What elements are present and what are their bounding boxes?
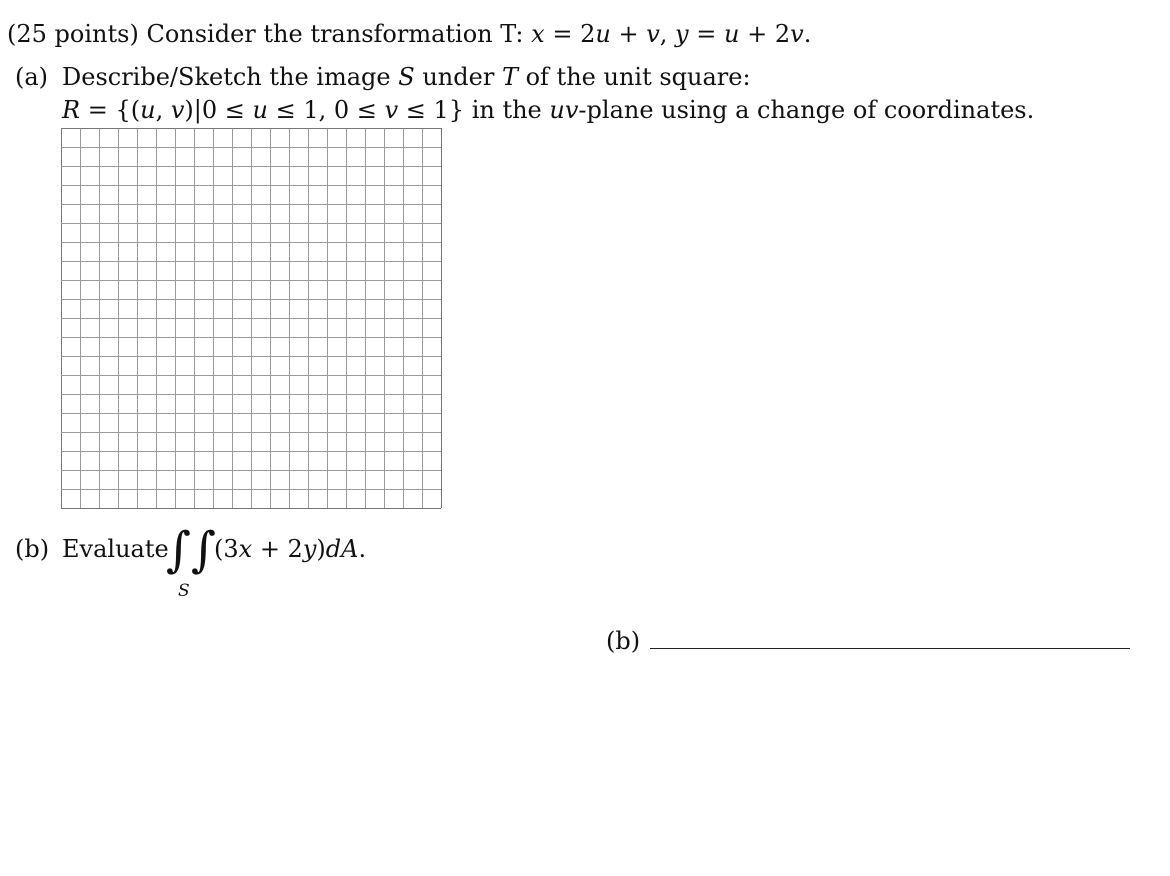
region-definition bbox=[62, 95, 1034, 125]
region-subscript: S bbox=[178, 581, 190, 601]
var-u: u bbox=[595, 20, 611, 48]
coef: 2 bbox=[580, 20, 596, 48]
var-u: u bbox=[252, 96, 268, 124]
part-a-prompt bbox=[62, 62, 751, 92]
sketch-grid[interactable] bbox=[61, 128, 441, 508]
coef: 2 bbox=[774, 20, 791, 48]
integral-sign: ∫∫ bbox=[166, 522, 217, 578]
var-x: x bbox=[531, 20, 545, 48]
var-v: v bbox=[384, 96, 399, 124]
integrand-text: + 2 bbox=[252, 535, 303, 563]
problem-header bbox=[7, 19, 811, 49]
comma: , bbox=[155, 96, 164, 124]
var-v: v bbox=[646, 20, 660, 48]
answer-label-b: (b) bbox=[606, 627, 641, 655]
comma: , bbox=[659, 20, 668, 48]
plus-sign: + bbox=[618, 20, 639, 48]
differential-dA: dA bbox=[325, 535, 359, 563]
integrand-text: ) bbox=[316, 535, 326, 563]
problem-intro: Consider the transformation T: bbox=[146, 20, 524, 48]
period: . bbox=[358, 535, 367, 563]
set-brace: ≤ 1} bbox=[405, 96, 465, 124]
points-label: (25 points) bbox=[7, 20, 139, 48]
prompt-text: in the bbox=[471, 96, 542, 124]
part-b-prompt: Evaluate bbox=[62, 535, 169, 563]
part-b-label: (b) bbox=[15, 535, 50, 563]
var-y: y bbox=[675, 20, 689, 48]
integrand bbox=[214, 534, 366, 564]
var-v: v bbox=[790, 20, 804, 48]
var-T: T bbox=[501, 63, 518, 91]
var-u: u bbox=[724, 20, 740, 48]
var-u: u bbox=[140, 96, 156, 124]
prompt-text: under bbox=[422, 63, 495, 91]
prompt-text: Describe/Sketch the image bbox=[62, 63, 391, 91]
prompt-text: of the unit square: bbox=[525, 63, 751, 91]
var-uv: uv bbox=[549, 96, 579, 124]
var-v: v bbox=[170, 96, 185, 124]
var-y: y bbox=[302, 535, 317, 563]
set-condition: ≤ 1, 0 ≤ bbox=[275, 96, 377, 124]
var-R: R bbox=[62, 96, 81, 124]
set-condition: )|0 ≤ bbox=[184, 96, 245, 124]
prompt-text: -plane using a change of coordinates. bbox=[578, 96, 1035, 124]
plus-sign: + bbox=[747, 20, 768, 48]
double-integral-symbol bbox=[166, 522, 217, 602]
period: . bbox=[803, 20, 812, 48]
var-x: x bbox=[238, 535, 253, 563]
equals-sign: = bbox=[552, 20, 573, 48]
integrand-text: (3 bbox=[214, 535, 239, 563]
var-S: S bbox=[398, 63, 415, 91]
part-a-label: (a) bbox=[15, 63, 49, 91]
answer-blank-b[interactable] bbox=[650, 648, 1130, 649]
equals-sign: = bbox=[87, 96, 108, 124]
equals-sign: = bbox=[696, 20, 717, 48]
set-brace: {( bbox=[115, 96, 141, 124]
